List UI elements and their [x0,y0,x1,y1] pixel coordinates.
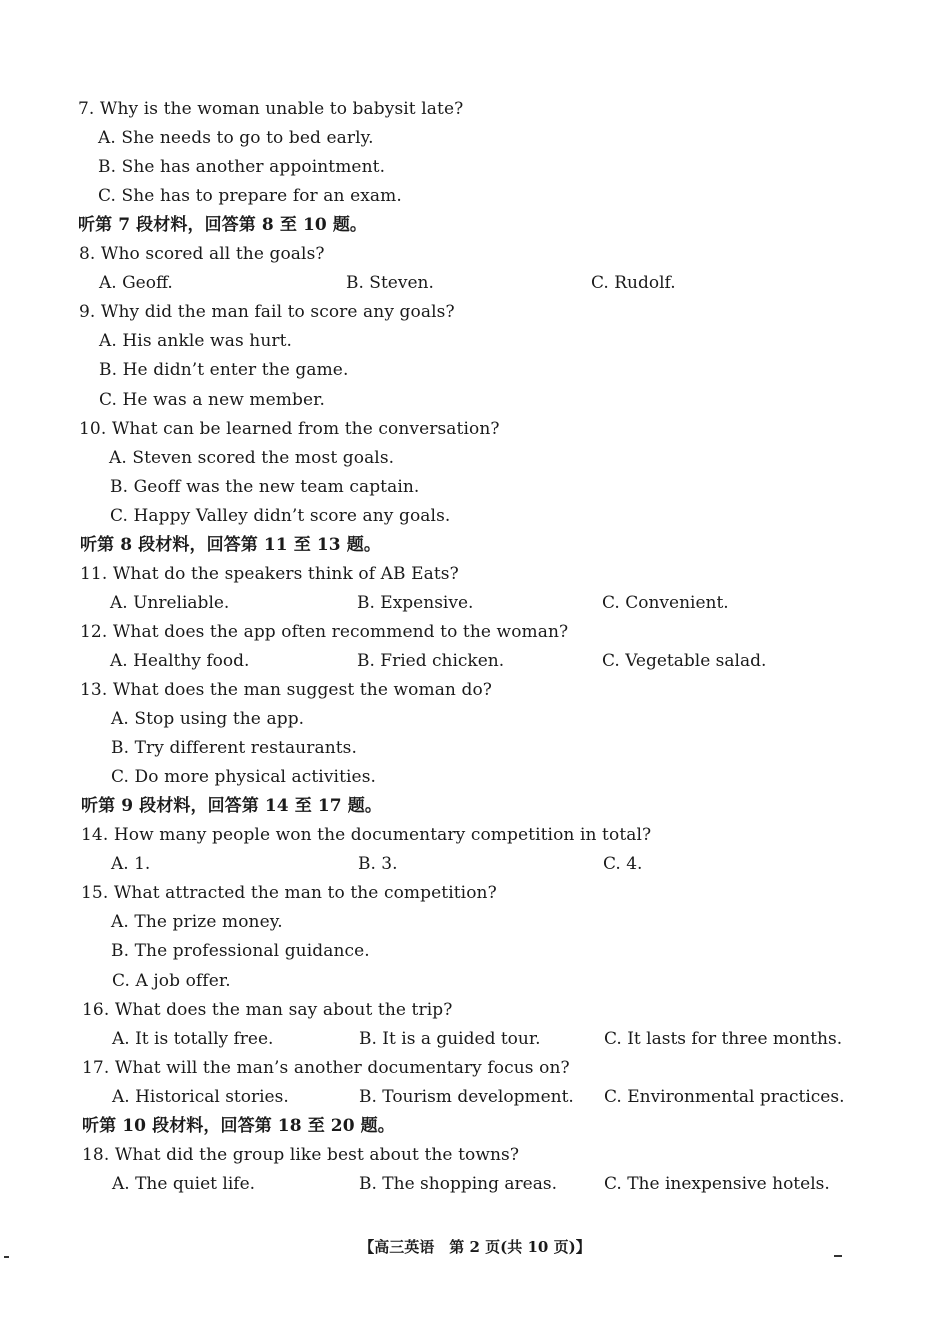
question-stem: 16. What does the man say about the trip? [82,1000,453,1020]
question-stem: 17. What will the man’s another documentary focus on? [82,1058,570,1078]
answer-option: B. She has another appointment. [98,157,386,177]
answer-option: A. 1. [111,854,151,874]
question-stem: 15. What attracted the man to the competition? [81,883,497,903]
question-stem: 14. How many people won the documentary competition in total? [81,825,652,845]
answer-option: C. Do more physical activities. [111,767,377,787]
answer-option: A. Healthy food. [110,651,250,671]
question-stem: 10. What can be learned from the conversation? [79,419,500,439]
answer-option: B. The shopping areas. [359,1174,557,1194]
answer-option: B. 3. [358,854,398,874]
question-stem: 9. Why did the man fail to score any goals? [79,302,455,322]
question-stem: 18. What did the group like best about the towns? [82,1145,520,1165]
answer-option: C. Environmental practices. [604,1087,845,1107]
answer-option: C. The inexpensive hotels. [604,1174,830,1194]
answer-option: B. Try different restaurants. [111,738,358,758]
section-instruction: 听第 9 段材料，回答第 14 至 17 题。 [81,796,382,816]
answer-option: A. It is totally free. [112,1029,274,1049]
answer-option: C. She has to prepare for an exam. [98,186,402,206]
section-instruction: 听第 8 段材料，回答第 11 至 13 题。 [80,535,381,555]
answer-option: B. Geoff was the new team captain. [110,477,420,497]
question-stem: 11. What do the speakers think of AB Eats? [80,564,459,584]
answer-option: A. Unreliable. [110,593,230,613]
answer-option: B. Tourism development. [359,1087,574,1107]
answer-option: C. He was a new member. [99,390,326,410]
page-footer: 【高三英语 第 2 页(共 10 页)】 [359,1238,591,1256]
answer-option: B. He didn’t enter the game. [99,360,349,380]
answer-option: B. Steven. [346,273,434,293]
answer-option: C. A job offer. [112,971,231,991]
question-stem: 13. What does the man suggest the woman do? [80,680,493,700]
answer-option: C. It lasts for three months. [604,1029,843,1049]
answer-option: A. Geoff. [99,273,173,293]
scan-mark [834,1255,842,1257]
answer-option: C. Vegetable salad. [602,651,767,671]
answer-option: C. Convenient. [602,593,729,613]
answer-option: C. 4. [603,854,643,874]
answer-option: A. His ankle was hurt. [99,331,293,351]
answer-option: A. Historical stories. [112,1087,289,1107]
answer-option: A. Stop using the app. [111,709,305,729]
question-stem: 12. What does the app often recommend to the woman? [80,622,569,642]
answer-option: A. She needs to go to bed early. [98,128,374,148]
answer-option: C. Rudolf. [591,273,676,293]
section-instruction: 听第 10 段材料，回答第 18 至 20 题。 [82,1116,395,1136]
question-stem: 8. Who scored all the goals? [79,244,325,264]
answer-option: B. Fried chicken. [357,651,505,671]
question-stem: 7. Why is the woman unable to babysit late? [78,99,464,119]
scan-mark [4,1256,9,1258]
answer-option: B. The professional guidance. [111,941,370,961]
answer-option: A. Steven scored the most goals. [109,448,395,468]
answer-option: B. It is a guided tour. [359,1029,541,1049]
answer-option: A. The prize money. [111,912,283,932]
answer-option: B. Expensive. [357,593,474,613]
answer-option: A. The quiet life. [112,1174,256,1194]
section-instruction: 听第 7 段材料，回答第 8 至 10 题。 [78,215,368,235]
answer-option: C. Happy Valley didn’t score any goals. [110,506,451,526]
